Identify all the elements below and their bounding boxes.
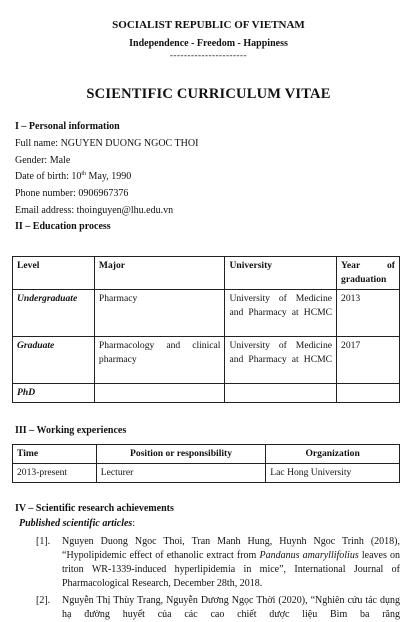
dob-line — [15, 171, 131, 182]
col-position: Position or responsibility — [96, 445, 266, 464]
year-cell: 2017 — [337, 337, 400, 384]
work-header-row — [13, 445, 400, 464]
ref-species: Pandanus amaryllifolius — [259, 550, 359, 561]
table-row — [13, 337, 400, 384]
email-value: thoinguyen@lhu.edu.vn — [76, 205, 174, 216]
phone-value: 0906967376 — [78, 188, 129, 199]
email-line — [15, 205, 173, 216]
year-cell — [337, 384, 400, 403]
email-label: Email address: — [15, 205, 77, 216]
year-cell: 2013 — [337, 290, 400, 337]
full-name-value: NGUYEN DUONG NGOC THOI — [60, 138, 199, 149]
page-title: SCIENTIFIC CURRICULUM VITAE — [86, 86, 331, 102]
major-text: Pharmacology and clinical pharmacy — [98, 340, 221, 365]
published-articles-subheading — [19, 518, 135, 529]
ref-authors: Nguyễn Thị Thùy Trang, Nguyễn Dương Ngọc Thời (2020), “Nghiên cứu tác dụng hạ đường huyết của các cao chiết dược liệu Bìm ba răng — [62, 595, 400, 620]
phone-label: Phone number: — [15, 188, 79, 199]
major-cell — [94, 337, 225, 384]
gender-value: Male — [49, 155, 71, 166]
major-cell: Pharmacy — [94, 290, 225, 337]
col-level: Level — [13, 257, 95, 290]
ref-number: [1]. — [36, 536, 51, 547]
section-work-heading: III – Working experiences — [15, 425, 127, 436]
section-education-heading: II – Education process — [15, 221, 111, 232]
section-personal-heading: I – Personal information — [15, 121, 120, 132]
major-cell — [94, 384, 225, 403]
col-university: University — [225, 257, 337, 290]
col-organization: Organization — [266, 445, 400, 464]
level-cell: PhD — [13, 384, 95, 403]
level-cell: Undergraduate — [13, 290, 95, 337]
university-cell — [225, 384, 337, 403]
full-name-line — [15, 138, 198, 149]
table-row — [13, 464, 400, 483]
country-header: SOCIALIST REPUBLIC OF VIETNAM — [112, 19, 305, 31]
dob-rest: May, 1990 — [86, 171, 132, 182]
gender-label: Gender: — [15, 155, 50, 166]
work-table — [12, 444, 400, 483]
col-year-label: Year of graduation — [341, 260, 395, 285]
time-cell: 2013-present — [13, 464, 97, 483]
level-cell: Graduate — [13, 337, 95, 384]
list-item — [36, 594, 400, 622]
ref-rest: leaves on triton WR-1339-induced hyperlipidemia in mice”, International Journal of Pharmacological Research, December 28th, 2018. — [62, 550, 400, 589]
section-research-heading: IV – Scientific research achievements — [15, 503, 174, 514]
dob-suffix: th — [81, 171, 87, 177]
col-major: Major — [94, 257, 225, 290]
phone-line — [15, 188, 128, 199]
ref-body — [62, 535, 400, 591]
table-row — [13, 384, 400, 403]
dob-day: 10 — [71, 171, 82, 182]
motto: Independence - Freedom - Happiness — [129, 38, 288, 49]
university-cell — [225, 337, 337, 384]
subheading-text: Published scientific articles — [19, 518, 133, 529]
university-cell — [225, 290, 337, 337]
subheading-colon: : — [132, 518, 136, 529]
gender-line — [15, 155, 70, 166]
list-item — [36, 535, 400, 591]
ref-number: [2]. — [36, 595, 51, 606]
ref-body — [62, 594, 400, 622]
full-name-label: Full name: — [15, 138, 61, 149]
dob-label: Date of birth: — [15, 171, 72, 182]
col-year — [337, 257, 400, 290]
university-text: University of Medicine and Pharmacy at HCMC — [229, 293, 333, 318]
organization-cell: Lac Hong University — [266, 464, 400, 483]
ref-authors: Nguyen Duong Ngoc Thoi, Tran Manh Hung, Huynh Ngoc Trinh (2018), “Hypolipidemic effect of ethanolic extract from — [62, 536, 400, 561]
education-table — [12, 256, 400, 403]
separator: ---------------------- — [170, 50, 247, 60]
university-text: University of Medicine and Pharmacy at HCMC — [229, 340, 333, 365]
education-header-row — [13, 257, 400, 290]
col-time: Time — [13, 445, 97, 464]
position-cell: Lecturer — [96, 464, 266, 483]
table-row — [13, 290, 400, 337]
